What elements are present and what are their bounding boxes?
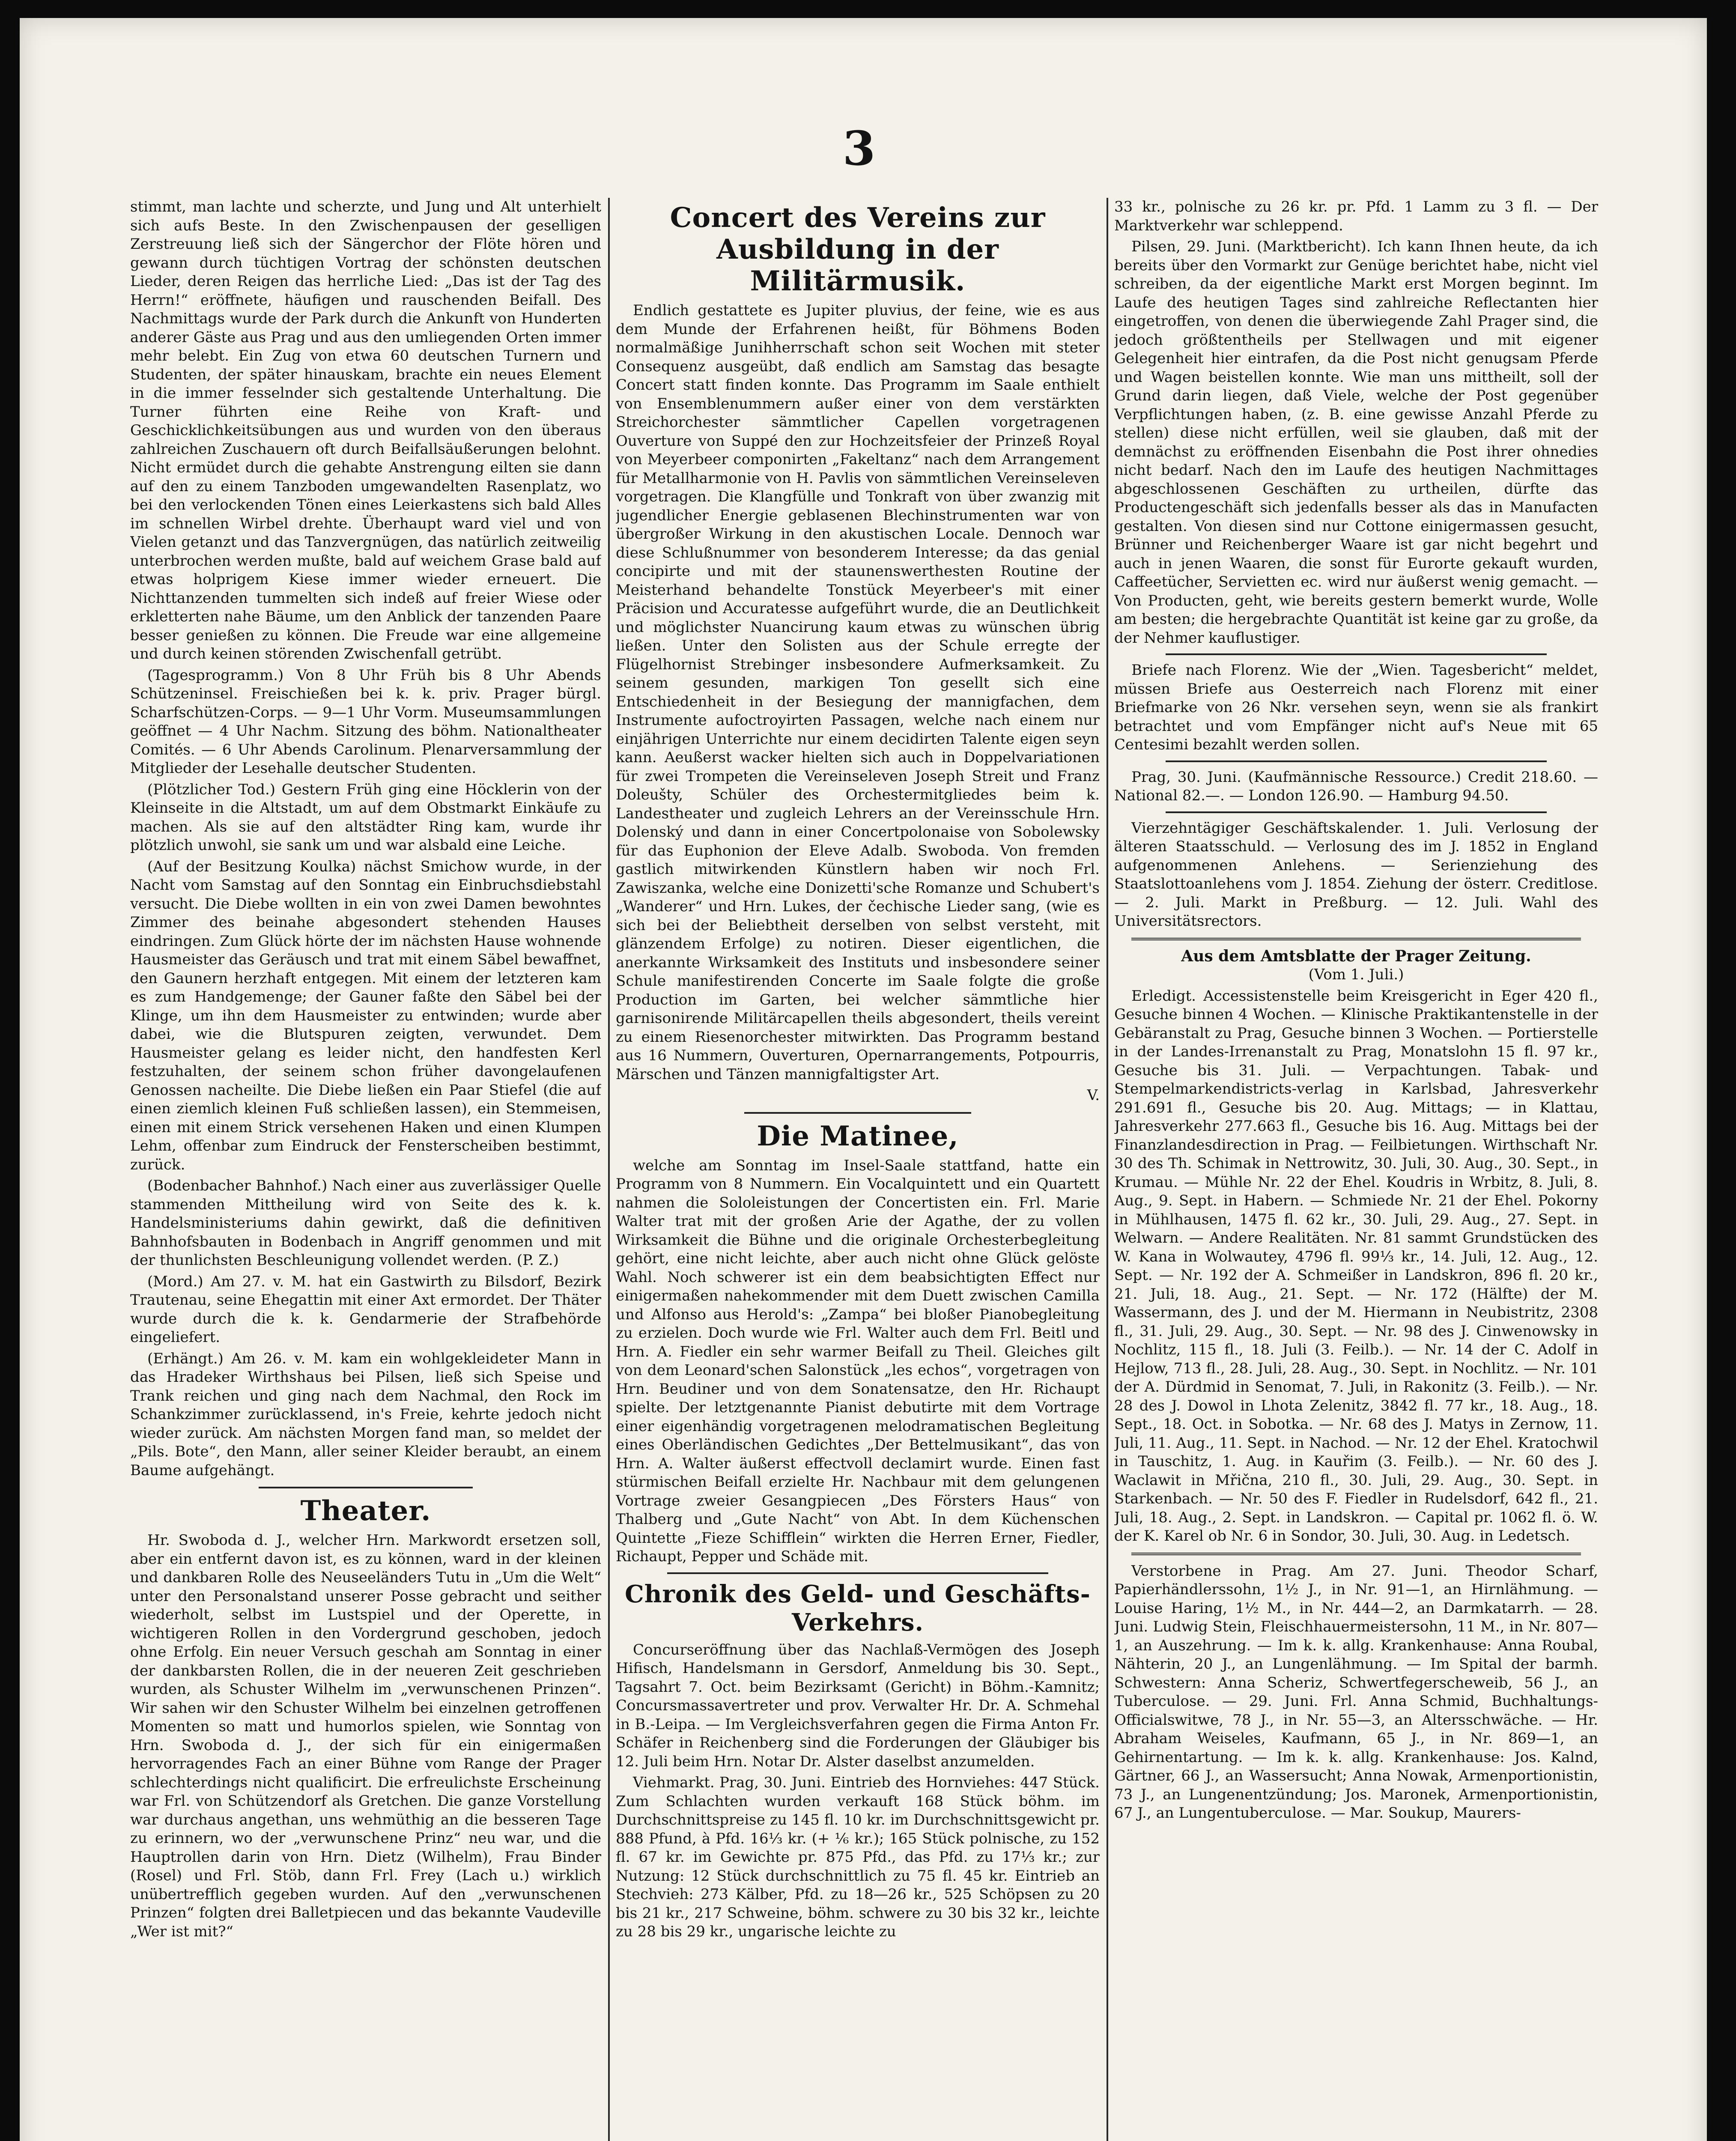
pilsen-marktbericht: Pilsen, 29. Juni. (Marktbericht). Ich kann Ihnen heute, da ich bereits über den Vormarkt zur Genüge berichtet habe, nicht viel schreiben, da der eigentliche Markt erst Morgen beginnt. Im Laufe des heutigen Tages sind zahlreiche Reflectanten hier eingetroffen, von denen die überwiegende Zahl Prager sind, die jedoch größtentheils per Stellwagen und mit eigener Gelegenheit hier eintrafen, da die Post nicht genugsam Pferde und Wagen beistellen konnte. Wie man uns mittheilt, soll der Grund darin liegen, daß Viele, welche der Post gegenüber Verpflichtungen haben, (z. B. eine gewisse Anzahl Pferde zu stellen) diese nicht erfüllen, weil sie glauben, daß mit der demnächst zu eröffnenden Eisenbahn die Post ihrer ohnedies nicht bedarf. Nach den im Laufe des heutigen Nachmittages abgeschlossenen Geschäften zu urtheilen, dürfte das Productengeschäft sich jedenfalls besser als das in Manufacten gestalten. Von diesen sind nur Cottone einigermassen gesucht, Brünner und Reichenberger Waare ist gar nicht begehrt und auch in jenen Waaren, die sonst für Eurorte gekauft wurden, Caffeetücher, Servietten ec. wird nur äußerst wenig gemacht. — Von Producten, geht, wie bereits gestern bemerkt wurde, Wolle am besten; die hergebrachte Quantität ist keine gar zu große, da der Nehmer kauflustiger. — [1114, 238, 1598, 647]
news-item-ploetzlicher-tod: (Plötzlicher Tod.) Gestern Früh ging eine Höcklerin von der Kleinseite in die Altstadt, um auf dem Obstmarkt Einkäufe zu machen. Als sie auf den altstädter Ring kam, wurde ihr plötzlich unwohl, sie sank um und war alsbald eine Leiche. — [130, 781, 601, 854]
column-1 — [130, 198, 601, 2141]
separator — [667, 1572, 1048, 1574]
separator — [1131, 938, 1581, 940]
geschaeftskalender: Vierzehntägiger Geschäftskalender. 1. Juli. Verlosung der älteren Staatsschuld. — Verlosung des im J. 1852 in England aufgenommenen Anlehens. — Serienziehung des Staatslottoanlehens vom J. 1854. Ziehung der österr. Creditlose. — 2. Juli. Markt in Preßburg. — 12. Juli. Wahl des Universitätsrectors. — [1114, 819, 1598, 930]
concert-review: Endlich gestattete es Jupiter pluvius, der feine, wie es aus dem Munde der Erfahrenen heißt, für Böhmens Boden normalmäßige Junihherrschaft schon seit Wochen mit steter Consequenz ausgeübt, daß endlich am Samstag das besagte Concert statt finden konnte. Das Programm im Saale enthielt von Ensemblenummern außer einer von dem verstärkten Streichorchester sämmtlicher Capellen vorgetragenen Ouverture von Suppé den zur Hochzeitsfeier der Prinzeß Royal von Meyerbeer componirten „Fakeltanz“ nach dem Arrangement für Metallharmonie von H. Pavlis von sämmtlichen Vereinseleven vorgetragen. Die Klangfülle und Tonkraft von über zwanzig mit jugendlicher Energie geblasenen Blechinstrumenten war von übergroßer Wirkung in den akustischen Locale. Dennoch war diese Schlußnummer von besonderem Interesse; da das genial concipirte und mit der staunenswerthesten Routine der Meisterhand behandelte Tonstück Meyerbeer's mit einer Präcision und Accuratesse aufgeführt wurde, die an Deutlichkeit und möglichster Nuancirung kaum etwas zu wünschen übrig ließen. Unter den Solisten aus der Schule erregte der Flügelhornist Strebinger insbesondere Aufmerksamkeit. Zu seinem gesunden, markigen Ton gesellt sich eine Entschiedenheit in der Besiegung der mannigfachen, dem Instrumente aufoctroyirten Passagen, welche nach einem nur einjährigen Unterrichte nur einem decidirten Talente eigen seyn kann. Aeußerst wacker hielten sich auch in Doppelvariationen für zwei Trompeten die Vereinseleven Joseph Streit und Franz Doleušty, Schüler des Orchestermitgliedes beim k. Landestheater und zugleich Lehrers an der Vereinsschule Hrn. Dolenský und dann in einer Concertpolonaise von Sobolewsky für das Euphonion der Eleve Adalb. Swoboda. Von fremden gastlich mitwirkenden Künstlern haben wir noch Frl. Zawiszanka, welche eine Donizetti'sche Romanze und Schubert's „Wanderer“ und Hrn. Lukes, der čechische Lieder sang, (wie es sich bei der Beliebtheit derselben von selbst versteht, mit glänzendem Erfolge) zu notiren. Dieser eigentlichen, die anerkannte Wirksamkeit des Instituts und insbesondere seiner Schule manifestirenden Concerte im Saale folgte die große Production im Garten, bei welcher sämmtliche hier garnisonirende Militärcapellen theils abgesondert, theils vereint zu einem Riesenorchester mitwirkten. Das Programm bestand aus 16 Nummern, Ouverturen, Opernarrangements, Potpourris, Märschen und Tänzen mannigfaltigster Art. — [616, 302, 1100, 1083]
amtsblatt-heading: Aus dem Amtsblatte der Prager Zeitung. — [1181, 947, 1531, 965]
chronik-viehmarkt: Viehmarkt. Prag, 30. Juni. Eintrieb des Hornviehes: 447 Stück. Zum Schlachten wurden verkauft 168 Stück böhm. im Durchschnittspreise zu 145 fl. 10 kr. im Durchschnittsgewicht pr. 888 Pfund, à Pfd. 16⅓ kr. (+ ⅙ kr.); 165 Stück polnische, zu 152 fl. 67 kr. im Gewichte pr. 875 Pfd., das Pfd. zu 17⅓ kr.; zur Nutzung: 12 Stück durchschnittlich zu 75 fl. 45 kr. Eintrieb an Stechvieh: 273 Kälber, Pfd. zu 18—26 kr., 525 Schöpsen zu 20 bis 21 kr., 217 Schweine, böhm. schwere zu 30 bis 32 kr., leichte zu 28 bis 29 kr., ungarische leichte zu — [616, 1774, 1100, 1940]
column-3 — [1114, 198, 1598, 2141]
column-2 — [616, 198, 1100, 2141]
news-item-koulka: (Auf der Besitzung Koulka) nächst Smichow wurde, in der Nacht vom Samstag auf den Sonntag ein Einbruchsdiebstahl versucht. Die Diebe wollten in ein von zwei Damen bewohntes Zimmer des beinahe abgesondert stehenden Hauses eindringen. Zum Glück hörte der im nächsten Hause wohnende Hausmeister das Geräusch und trat mit einem Säbel bewaffnet, den Gaunern herzhaft entgegen. Mit einem der letzteren kam es zum Handgemenge; der Gauner faßte den Säbel bei der Klinge, um ihn dem Hausmeister zu entwinden; wurde aber dabei, wie die Blutspuren zeigten, verwundet. Dem Hausmeister gelang es leider nicht, den handfesten Kerl festzuhalten, der seinem schon früher davongelaufenen Genossen nacheilte. Die Diebe ließen ein Paar Stiefel (die auf einen ziemlich kleinen Fuß schließen lassen), ein Stemmeisen, einen mit einem Strick versehenen Haken und einen Klumpen Lehm, offenbar zum Eindruck der Fensterscheiben bestimmt, zurück. — [130, 858, 601, 1173]
separator — [1166, 811, 1547, 813]
verstorbene-in-prag: Verstorbene in Prag. Am 27. Juni. Theodor Scharf, Papierhändlerssohn, 1½ J., in Nr. 91—1, an Hirnlähmung. — Louise Haring, 1½ M., in Nr. 444—2, an Darmkatarrh. — 28. Juni. Ludwig Stein, Fleischhauermeistersohn, 11 M., in Nr. 807—1, an Auszehrung. — Im k. k. allg. Krankenhause: Anna Roubal, Nähterin, 20 J., an Lungenlähmung. — Im Spital der barmh. Schwestern: Anna Scheriz, Schwertfegerscheweib, 56 J., an Tuberculose. — 29. Juni. Frl. Anna Schmid, Buchhaltungs-Officialswitwe, 78 J., in Nr. 55—3, an Altersschwäche. — Hr. Abraham Weiseles, Kaufmann, 65 J., in Nr. 869—1, an Gehirnentartung. — Im k. k. allg. Krankenhause: Jos. Kalnd, Gärtner, 66 J., an Wassersucht; Anna Nowak, Armenportionistin, 73 J., an Lungenentzündung; Jos. Maronek, Armenportionistin, 67 J., an Lungentuberculose. — Mar. Soukup, Maurers- — [1114, 1562, 1598, 1822]
separator — [744, 1112, 971, 1114]
separator — [1166, 653, 1547, 655]
concert-heading: Concert des Vereins zur Ausbildung in der Militärmusik. — [670, 202, 1046, 297]
briefe-nach-florenz: Briefe nach Florenz. Wie der „Wien. Tagesbericht“ meldet, müssen Briefe aus Oesterreich nach Florenz mit einer Briefmarke von 26 Nkr. versehen seyn, wenn sie als frankirt betrachtet und vom Empfänger nicht auf's Neue mit 65 Centesimi bezahlt werden sollen. — [1114, 662, 1598, 753]
prag-kurse: Prag, 30. Juni. (Kaufmännische Ressource.) Credit 218.60. — National 82.—. — London 126.90. — Hamburg 94.50. — [1114, 768, 1598, 804]
news-item-mord: (Mord.) Am 27. v. M. hat ein Gastwirth zu Bilsdorf, Bezirk Trautenau, seine Ehegattin mit einer Axt ermordet. Der Thäter wurde durch die k. k. Gendarmerie der Strafbehörde eingeliefert. — [130, 1273, 601, 1346]
theater-review: Hr. Swoboda d. J., welcher Hrn. Markwordt ersetzen soll, aber ein entfernt davon ist, es zu können, ward in der kleinen und dankbaren Rolle des Neuseeländers Tutu in „Um die Welt“ unter den Personalstand unserer Posse gebracht und seither wiederholt, selbst im Lustspiel und der Operette, in wichtigeren Rollen in den Vordergrund geschoben, jedoch ohne Erfolg. Ein neuer Versuch geschah am Sonntag in einer der dankbarsten Rollen, die in der neueren Zeit geschrieben wurden, als Schuster Wilhelm im „verwunschenen Prinzen“. Wir sahen wir den Schuster Wilhelm bei einzelnen getroffenen Momenten so matt und humorlos spielen, wie Sonntag von Hrn. Swoboda d. J., der sich für ein einigermaßen hervorragendes Fach an einer Bühne vom Range der Prager schlechterdings nicht qualificirt. Die erfreulichste Erscheinung war Frl. von Schützendorf als Gretchen. Die ganze Vorstellung war durchaus angethan, uns wehmüthig an die besseren Tage zu erinnern, wo der „verwunschene Prinz“ neu war, und die Hauptrollen darin von Hrn. Dietz (Wilhelm), Frau Binder (Rosel) und Frl. Stöb, dann Frl. Frey (Lach u.) wirklich unübertrefflich gegeben wurden. Auf den „verwunschenen Prinzen“ folgten drei Balletpiecen und das bekannte Vaudeville „Wer ist mit?“ — [130, 1532, 601, 1940]
matinee-heading: Die Matinee, — [757, 1120, 959, 1152]
separator — [1166, 760, 1547, 762]
column-rule — [1107, 198, 1108, 2141]
signature: V. — [1087, 1087, 1100, 1104]
chronik-heading: Chronik des Geld- und Geschäfts-Verkehrs. — [625, 1580, 1091, 1637]
viehmarkt-continued: 33 kr., polnische zu 26 kr. pr. Pfd. 1 Lamm zu 3 fl. — Der Marktverkehr war schleppend. — [1114, 198, 1598, 234]
page-number: 3 — [842, 121, 876, 176]
news-item-erhaengt: (Erhängt.) Am 26. v. M. kam ein wohlgekleideter Mann in das Hradeker Wirthshaus bei Pilsen, ließ sich Speise und Trank reichen und ging nach dem Nachmal, den Rock im Schankzimmer zurücklassend, in's Freie, kehrte jedoch nicht wieder zurück. Am nächsten Morgen fand man, so meldet der „Pils. Bote“, den Mann, aller seiner Kleider beraubt, an einem Baume aufgehängt. — [130, 1350, 601, 1479]
newspaper-page — [20, 18, 1707, 2141]
theater-heading: Theater. — [300, 1495, 431, 1527]
separator — [1131, 1553, 1581, 1555]
article-paragraph: stimmt, man lachte und scherzte, und Jung und Alt unterhielt sich aufs Beste. In den Zwischenpausen der geselligen Zerstreuung ließ sich der Sängerchor der Flöte hören und gewann durch tüchtigen Vortrag der schönsten deutschen Lieder, deren Reigen das herrliche Lied: „Das ist der Tag des Herrn!“ eröffnete, häufigen und rauschenden Beifall. Des Nachmittags wurde der Park durch die Ankunft von Hunderten anderer Gäste aus Prag und aus den umliegenden Orten immer mehr belebt. Ein Zug von etwa 60 deutschen Turnern und Studenten, der später hinauskam, brachte ein neues Element in die immer fesselnder sich gestaltende Unterhaltung. Die Turner führten eine Reihe von Kraft- und Geschicklichkeitsübungen aus und wurden von den überaus zahlreichen Zuschauern oft durch Beifallsäußerungen belohnt. Nicht ermüdet durch die gehabte Anstrengung eilten sie dann auf den zu einem Tanzboden umgewandelten Rasenplatz, wo bei den verlockenden Tönen eines Leierkastens sich bald Alles im schnellen Wirbel drehte. Überhaupt ward viel und von Vielen getanzt und das Tanzvergnügen, das natürlich zeitweilig unterbrochen werden mußte, bald auf weichem Grase bald auf etwas holprigem Kiese immer wieder erneuert. Die Nichttanzenden tummelten sich indeß auf freier Wiese oder erkletterten nahe Bäume, um den Anblick der tanzenden Paare besser genießen zu können. Die Freude war eine allgemeine und durch keinen störenden Zwischenfall getrübt. — [130, 198, 601, 662]
matinee-review: welche am Sonntag im Insel-Saale stattfand, hatte ein Programm von 8 Nummern. Ein Vocalquintett und ein Quartett nahmen die Sololeistungen der Concertisten ein. Frl. Marie Walter trat mit der großen Arie der Agathe, der zu vollen Wirksamkeit die Bühne und die originale Orchesterbegleitung gehört, eine nicht leichte, aber auch nicht ohne Glück gelöste Wahl. Noch schwerer ist ein dem beabsichtigten Effect nur einigermaßen nahekommender mit dem Duett zwischen Camilla und Alfonso aus Herold's: „Zampa“ bei bloßer Pianobegleitung zu erzielen. Doch wurde wie Frl. Walter auch dem Frl. Beitl und Hrn. A. Fiedler ein sehr warmer Beifall zu Theil. Gleiches gilt von dem Leonard'schen Salonstück „les echos“, vorgetragen von Hrn. Beudiner und von dem Sonatensatze, den Hr. Richaupt spielte. Der letztgenannte Pianist debutirte mit dem Vortrage einer eigenhändig vorgetragenen melodramatischen Begleitung eines Oberländischen Gedichtes „Der Bettelmusikant“, das von Hrn. A. Walter äußerst effectvoll declamirt wurde. Einen fast stürmischen Beifall erzielte Hr. Nachbaur mit dem gelungenen Vortrage zweier Gesangpiecen „Des Försters Haus“ von Thalberg und „Gute Nacht“ von Abt. In dem Küchenschen Quintette „Fieze Schifflein“ wirkten die Herren Erner, Fiedler, Richaupt, Pepper und Schäde mit. — [616, 1157, 1100, 1565]
news-item-bodenbacher-bahnhof: (Bodenbacher Bahnhof.) Nach einer aus zuverlässiger Quelle stammenden Mittheilung wird von Seite des k. k. Handelsministeriums dahin gewirkt, daß die definitiven Bahnhofsbauten in Bodenbach in Angriff genommen und mit der thunlichsten Beschleunigung vollendet werden. (P. Z.) — [130, 1177, 601, 1269]
amtsblatt-text: Erledigt. Accessistenstelle beim Kreisgericht in Eger 420 fl., Gesuche binnen 4 Wochen. — Klinische Praktikantenstelle in der Gebäranstalt zu Prag, Gesuche binnen 3 Wochen. — Portierstelle in der Landes-Irrenanstalt zu Prag, Monatslohn 15 fl. 97 kr., Gesuche bis 31. Juli. — Verpachtungen. Tabak- und Stempelmarkendistricts-verlag in Karlsbad, Jahresverkehr 291.691 fl., Gesuche bis 20. Aug. Mittags; — in Klattau, Jahresverkehr 277.663 fl., Gesuche bis 16. Aug. Mittags bei der Finanzlandesdirection in Prag. — Feilbietungen. Wirthschaft Nr. 30 des Th. Schimak in Nettrowitz, 30. Juli, 30. Aug., 30. Sept., in Krumau. — Mühle Nr. 22 der Ehel. Koudris in Wrbitz, 8. Juli, 8. Aug., 9. Sept. in Habern. — Schmiede Nr. 21 der Ehel. Pokorny in Mühlhausen, 1475 fl. 62 kr., 30. Juli, 29. Aug., 27. Sept. in Welwarn. — Andere Realitäten. Nr. 81 sammt Grundstücken des W. Kana in Wolwautey, 4796 fl. 99⅓ kr., 14. Juli, 12. Aug., 12. Sept. — Nr. 192 der A. Schmeißer in Landskron, 896 fl. 20 kr., 21. Juli, 18. Aug., 21. Sept. — Nr. 172 (Hälfte) der M. Wassermann, des J. und der M. Hiermann in Neubistritz, 2308 fl., 31. Juli, 29. Aug., 30. Sept. — Nr. 98 des J. Cinwenowsky in Nochlitz, 115 fl., 18. Juli (3. Feilb.). — Nr. 14 der C. Adolf in Hejlow, 713 fl., 28. Juli, 28. Aug., 30. Sept. in Nochlitz. — Nr. 101 der A. Dürdmid in Senomat, 7. Juli, in Rakonitz (3. Feilb.). — Nr. 28 des J. Dowol in Lhota Zelenitz, 3842 fl. 77 kr., 18. Aug., 18. Sept., 18. Oct. in Sobotka. — Nr. 68 des J. Matys in Zernow, 11. Juli, 11. Aug., 11. Sept. in Nachod. — Nr. 12 der Ehel. Kratochwil in Tauschitz, 1. Aug. in Kauřim (3. Feilb.). — Nr. 60 des J. Waclawit in Mřična, 210 fl., 30. Juli, 29. Aug., 30. Sept. in Starkenbach. — Nr. 50 des F. Fiedler in Rudelsdorf, 642 fl., 21. Juli, 18. Aug., 2. Sept. in Landskron. — Capital pr. 1062 fl. ö. W. der K. Karel ob Nr. 6 in Sondor, 30. Juli, 30. Aug. in Ledetsch. — [1114, 987, 1598, 1545]
separator — [259, 1487, 473, 1488]
news-item-tagesprogramm: (Tagesprogramm.) Von 8 Uhr Früh bis 8 Uhr Abends Schützeninsel. Freischießen bei k. k. priv. Prager bürgl. Scharfschützen-Corps. — 9—1 Uhr Vorm. Museumsammlungen geöffnet — 4 Uhr Nachm. Sitzung des böhm. Nationaltheater Comités. — 6 Uhr Abends Carolinum. Plenarversammlung der Mitglieder der Lesehalle deutscher Studenten. — [130, 666, 601, 777]
column-rule — [608, 198, 610, 2141]
chronik-concurs: Concurseröffnung über das Nachlaß-Vermögen des Joseph Hifisch, Handelsmann in Gersdorf, Anmeldung bis 30. Sept., Tagsahrt 7. Oct. beim Bezirksamt (Gericht) in Böhm.-Kamnitz; Concursmassavertreter und prov. Verwalter Hr. Dr. A. Schmehal in B.-Leipa. — Im Vergleichsverfahren gegen die Firma Anton Fr. Schäfer in Reichenberg sind die Forderungen der Gläubiger bis 12. Juli beim Hrn. Notar Dr. Alster daselbst anzumelden. — [616, 1641, 1100, 1770]
amtsblatt-subheading: (Vom 1. Juli.) — [1308, 966, 1404, 983]
